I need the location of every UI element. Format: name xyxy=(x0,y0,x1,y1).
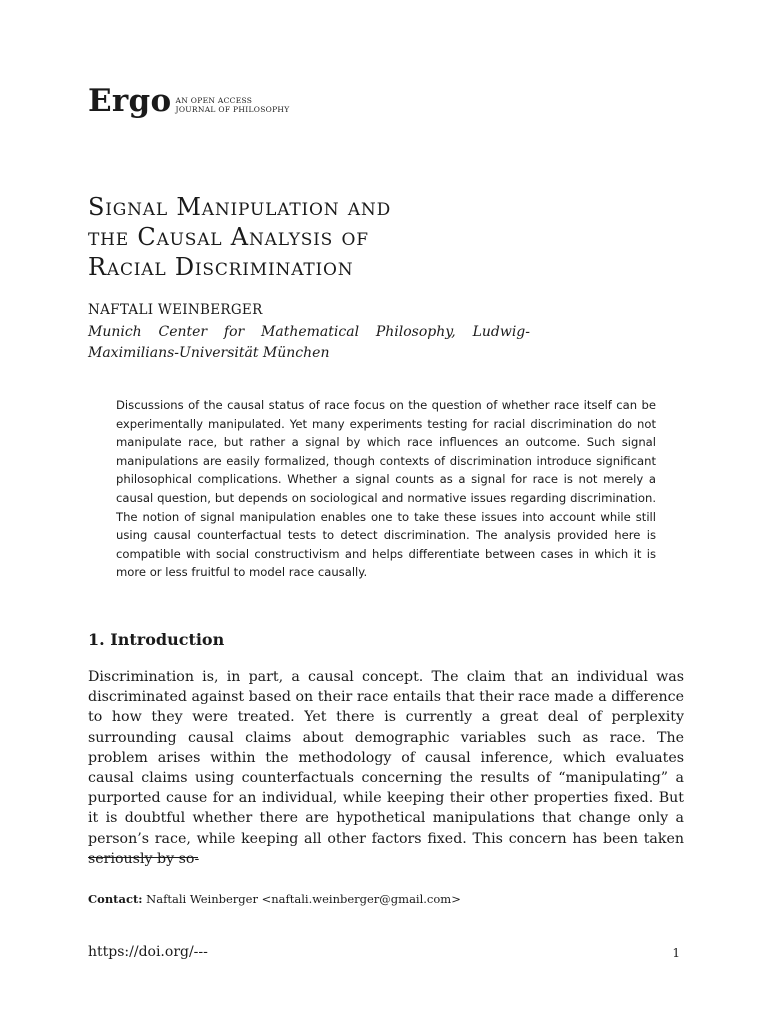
paper-title-line: Racial Discrimination xyxy=(88,253,354,281)
doi-link[interactable]: https://doi.org/--- xyxy=(88,944,208,960)
page-number: 1 xyxy=(672,946,680,960)
paper-title-line: the Causal Analysis of xyxy=(88,223,369,251)
contact-label: Contact: xyxy=(88,892,143,906)
footnote-rule xyxy=(88,857,198,858)
journal-tagline xyxy=(176,96,290,114)
section-heading: 1. Introduction xyxy=(88,630,225,649)
journal-name: Ergo xyxy=(88,83,172,119)
author-name: NAFTALI WEINBERGER xyxy=(88,302,263,318)
paper-title-line: Signal Manipulation and xyxy=(88,193,392,221)
contact-text: Naftali Weinberger <naftali.weinberger@gmail.com> xyxy=(146,892,461,906)
author-affiliation: Munich Center for Mathematical Philosophy, Ludwig-Maximilians-Universität München xyxy=(88,324,530,361)
journal-tagline-line1: AN OPEN ACCESS xyxy=(175,96,253,105)
abstract: Discussions of the causal status of race focus on the question of whether race itself can be experimentally manipulated. Yet many experiments testing for racial discrimination do not manipulate race, but rather a signal by which race influences an outcome. Such signal manipulations are easily formalized, though contexts of discrimination introduce significant philosophical complications. Whether a signal counts as a signal for race is not merely a causal question, but depends on sociological and normative issues regarding discrimination. The notion of signal manipulation enables one to take these issues into account while still using causal counterfactual tests to detect discrimination. The analysis provided here is compatible with social constructivism and helps differentiate between cases in which it is more or less fruitful to model race causally. xyxy=(116,398,656,580)
journal-tagline-line2: JOURNAL OF PHILOSOPHY xyxy=(175,105,290,114)
contact-footnote xyxy=(88,892,461,906)
paper-title xyxy=(88,192,648,282)
body-paragraph: Discrimination is, in part, a causal concept. The claim that an individual was discriminated against based on their race entails that their race made a difference to how they were treated. Yet there is currently a great deal of perplexity surrounding causal claims about demographic variables such as race. The problem arises within the methodology of causal inference, which evaluates causal claims using counterfactuals concerning the results of “manipulating” a purported cause for an individual, while keeping their other properties fixed. But it is doubtful whether there are hypothetical manipulations that change only a person’s race, while keeping all other factors fixed. This concern has been taken seriously by so- xyxy=(88,669,684,867)
journal-logo xyxy=(88,83,290,119)
